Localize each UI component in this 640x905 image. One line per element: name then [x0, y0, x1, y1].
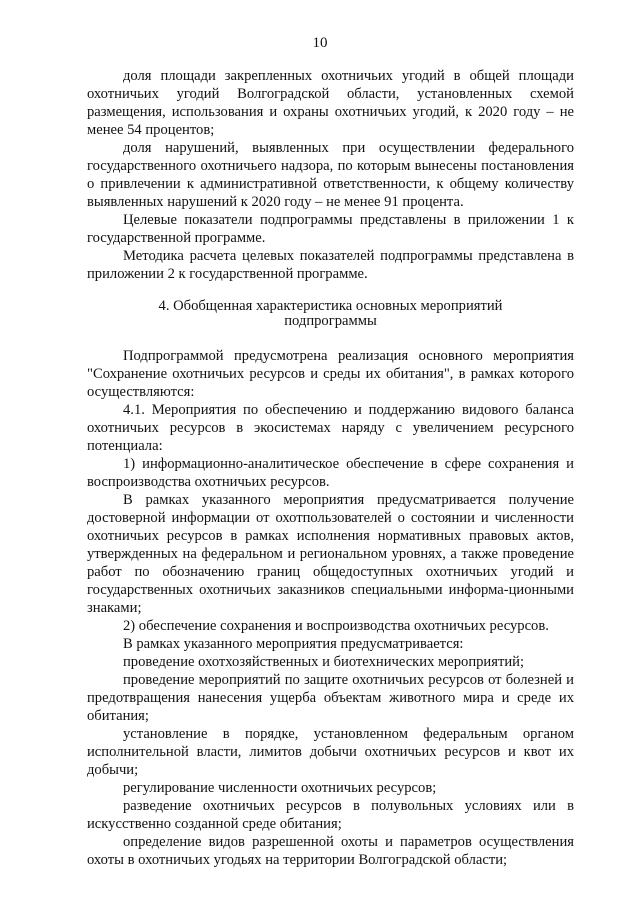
- page-number: 10: [312, 35, 328, 51]
- paragraph: проведение охотхозяйственных и биотехнических мероприятий;: [123, 654, 524, 670]
- document-body: [87, 67, 574, 869]
- paragraph: доля нарушений, выявленных при осуществлении федерального государственного охотничьего надзора, по которым вынесены постановления о привлечении к административной ответственности, к общему количеству выявленных нарушений к 2020 году – не менее 91 процента.: [87, 140, 574, 210]
- paragraph: В рамках указанного мероприятия предусматривается:: [123, 636, 464, 652]
- section-heading: [87, 299, 574, 329]
- paragraph: доля площади закрепленных охотничьих угодий в общей площади охотничьих угодий Волгоградской области, установленных схемой размещения, использования и охраны охотничьих угодий, к 2020 году – не менее 54 процентов;: [87, 68, 574, 138]
- paragraph: Методика расчета целевых показателей подпрограммы представлена в приложении 2 к государственной программе.: [87, 248, 574, 282]
- paragraph: разведение охотничьих ресурсов в полувольных условиях или в искусственно созданной среде обитания;: [87, 798, 574, 832]
- paragraph: В рамках указанного мероприятия предусматривается получение достоверной информации от охотпользователей о состоянии и численности охотничьих ресурсов в рамках исполнения нормативных правовых актов, утвержденных на федеральном и региональном уровнях, а также проведение работ по обозначению границ общедоступных охотничьих угодий и государственных охотничьих заказников специальными информа-ционными знаками;: [87, 492, 574, 616]
- paragraph: 1) информационно-аналитическое обеспечение в сфере сохранения и воспроизводства охотничьих ресурсов.: [87, 456, 574, 490]
- paragraph: 4.1. Мероприятия по обеспечению и поддержанию видового баланса охотничьих ресурсов в экосистемах наряду с увеличением ресурсного потенциала:: [87, 402, 574, 454]
- paragraph: установление в порядке, установленном федеральным органом исполнительной власти, лимитов добычи охотничьих ресурсов и квот их добычи;: [87, 726, 574, 778]
- paragraph: проведение мероприятий по защите охотничьих ресурсов от болезней и предотвращения нанесения ущерба объектам животного мира и среде их обитания;: [87, 672, 574, 724]
- paragraph: определение видов разрешенной охоты и параметров осуществления охоты в охотничьих угодьях на территории Волгоградской области;: [87, 834, 574, 868]
- paragraph: Подпрограммой предусмотрена реализация основного мероприятия "Сохранение охотничьих ресурсов и среды их обитания", в рамках которого осуществляются:: [87, 348, 574, 400]
- paragraph: 2) обеспечение сохранения и воспроизводства охотничьих ресурсов.: [123, 618, 549, 634]
- section-heading-line: 4. Обобщенная характеристика основных мероприятий: [158, 298, 503, 314]
- section-heading-line: подпрограммы: [284, 313, 377, 329]
- paragraph: регулирование численности охотничьих ресурсов;: [123, 780, 437, 796]
- paragraph: Целевые показатели подпрограммы представлены в приложении 1 к государственной программе.: [87, 212, 574, 246]
